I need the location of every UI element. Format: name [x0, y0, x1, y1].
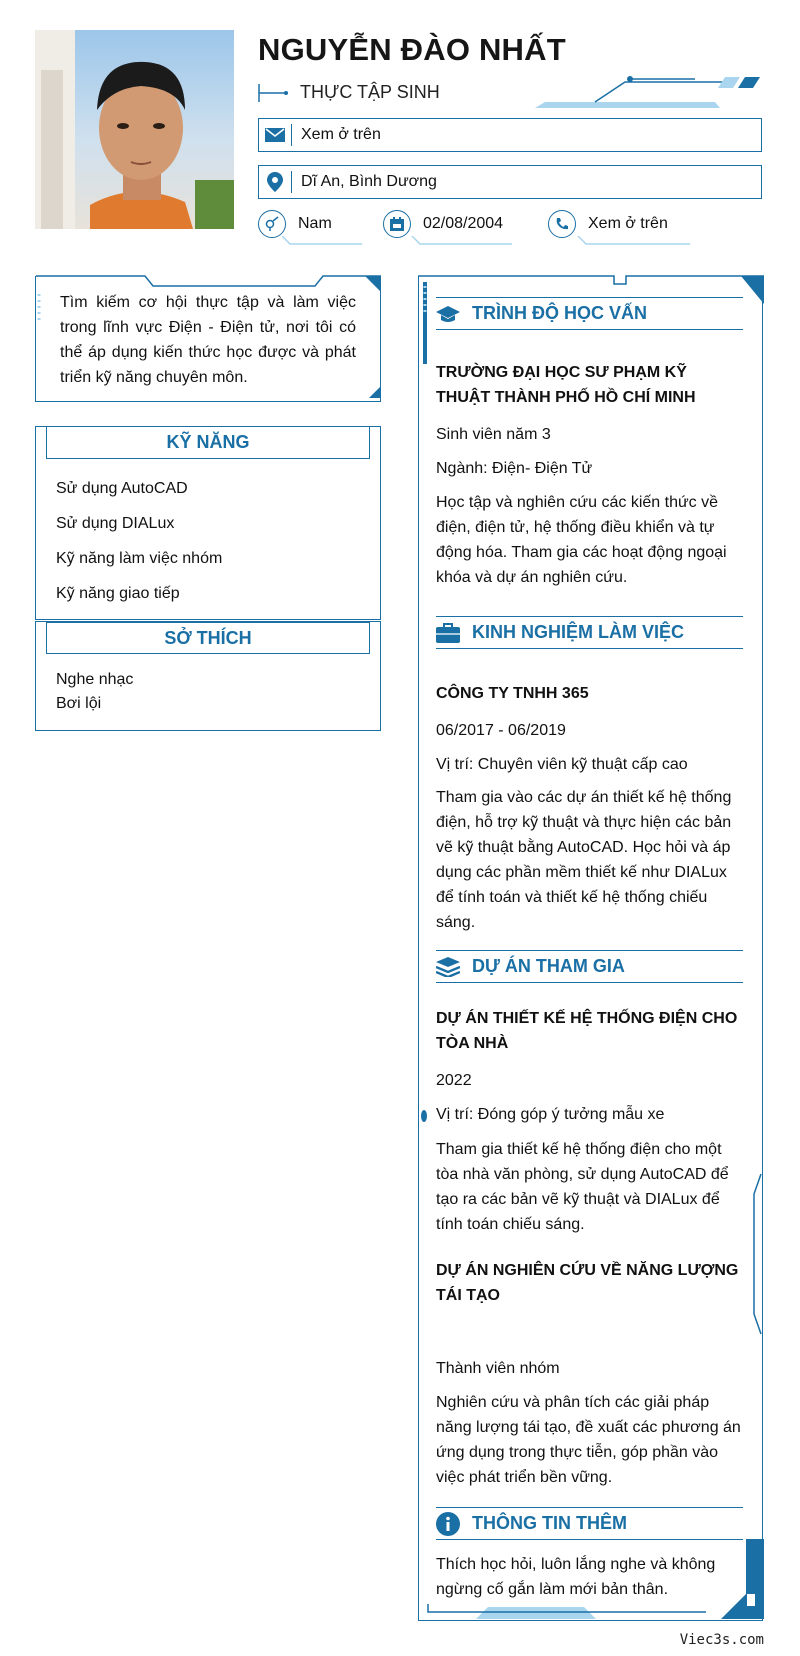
email-value: Xem ở trên: [301, 126, 381, 143]
title-connector-decoration: [258, 84, 290, 104]
phone-icon: [548, 210, 576, 238]
calendar-icon: [383, 210, 411, 238]
experience-position: Vị trí: Chuyên viên kỹ thuật cấp cao: [436, 756, 688, 773]
skills-title: KỸ NĂNG: [46, 427, 370, 459]
project-2-description: Nghiên cứu và phân tích các giải pháp năng lượng tái tạo, đề xuất các phương án ứng dụng trong thực tiễn, góp phần vào việc phát triển bền vững.: [436, 1394, 741, 1486]
phone-item: [548, 210, 668, 238]
project-2-role: Thành viên nhóm: [436, 1360, 560, 1377]
project-1-name: DỰ ÁN THIẾT KẾ HỆ THỐNG ĐIỆN CHO TÒA NHÀ: [436, 1010, 738, 1052]
layers-icon: [436, 957, 466, 977]
job-title: THỰC TẬP SINH: [300, 82, 440, 102]
birthday-value: 02/08/2004: [423, 215, 504, 232]
additional-info-title: THÔNG TIN THÊM: [472, 1513, 627, 1533]
skill-item: Kỹ năng làm việc nhóm: [56, 550, 223, 567]
hobbies-list: [36, 668, 380, 716]
education-year: Sinh viên năm 3: [436, 426, 551, 443]
hobby-item: Bơi lội: [56, 695, 102, 712]
candidate-name: NGUYỄN ĐÀO NHẤT: [258, 32, 566, 67]
objective-frame-decoration: [35, 274, 383, 404]
hobbies-title: SỞ THÍCH: [46, 622, 370, 654]
education-school: TRƯỜNG ĐẠI HỌC SƯ PHẠM KỸ THUẬT THÀNH PHỐ HỒ CHÍ MINH: [436, 364, 696, 406]
hobby-item: Nghe nhạc: [56, 671, 134, 688]
briefcase-icon: [436, 623, 466, 643]
projects-header: [436, 950, 743, 983]
project-1-description: Tham gia thiết kế hệ thống điện cho một tòa nhà văn phòng, sử dụng AutoCAD để tạo ra các bản vẽ kỹ thuật và DIALux để tính toán chiếu sáng.: [436, 1141, 729, 1233]
project-1-role: Vị trí: Đóng góp ý tưởng mẫu xe: [436, 1106, 665, 1123]
career-objective-text: Tìm kiếm cơ hội thực tập và làm việc trong lĩnh vực Điện - Điện tử, nơi tôi có thể áp dụng kiến thức học được và phát triển kỹ năng chuyên môn.: [60, 294, 356, 386]
gender-item: [258, 210, 332, 238]
footer-watermark: Viec3s.com: [679, 1632, 764, 1648]
email-field: [258, 118, 762, 152]
skills-list: [36, 471, 380, 611]
additional-info-description: Thích học hỏi, luôn lắng nghe và không ngừng cố gắn làm mới bản thân.: [436, 1556, 716, 1598]
graduation-cap-icon: [436, 304, 466, 324]
birthday-item: [383, 210, 503, 238]
location-pin-icon: [259, 172, 291, 192]
info-icon: [436, 1512, 466, 1536]
hobbies-box: [35, 621, 381, 731]
additional-info-header: [436, 1507, 743, 1540]
skills-box: [35, 426, 381, 620]
circuit-decoration: [535, 72, 765, 112]
phone-value: Xem ở trên: [588, 215, 668, 232]
mail-icon: [259, 128, 291, 142]
education-title: TRÌNH ĐỘ HỌC VẤN: [472, 303, 647, 323]
skill-item: Sử dụng DIALux: [56, 515, 175, 532]
avatar: [35, 30, 234, 229]
education-major: Ngành: Điện- Điện Tử: [436, 460, 593, 477]
address-field: [258, 165, 762, 199]
gender-icon: [258, 210, 286, 238]
skill-item: Sử dụng AutoCAD: [56, 480, 188, 497]
experience-period: 06/2017 - 06/2019: [436, 722, 566, 739]
skill-item: Kỹ năng giao tiếp: [56, 585, 180, 602]
project-1-year: 2022: [436, 1072, 472, 1089]
experience-company: CÔNG TY TNHH 365: [436, 685, 589, 702]
gender-value: Nam: [298, 215, 332, 232]
address-value: Dĩ An, Bình Dương: [301, 173, 437, 190]
projects-title: DỰ ÁN THAM GIA: [472, 956, 625, 976]
project-2-name: DỰ ÁN NGHIÊN CỨU VỀ NĂNG LƯỢNG TÁI TẠO: [436, 1262, 739, 1304]
experience-description: Tham gia vào các dự án thiết kế hệ thống điện, hỗ trợ kỹ thuật và thực hiện các bản vẽ kỹ thuật bằng AutoCAD. Học hỏi và áp dụng các phần mềm thiết kế như DIALux để tính toán và thiết kế hệ thống chiếu sáng.: [436, 789, 732, 931]
experience-title: KINH NGHIỆM LÀM VIỆC: [472, 622, 685, 642]
info-underline-decoration: [282, 236, 702, 248]
experience-header: [436, 616, 743, 649]
education-header: [436, 297, 743, 330]
education-description: Học tập và nghiên cứu các kiến thức về điện, điện tử, hệ thống điều khiển và tự động hóa. Tham gia các hoạt động ngoại khóa và dự án nghiên cứu.: [436, 494, 727, 586]
